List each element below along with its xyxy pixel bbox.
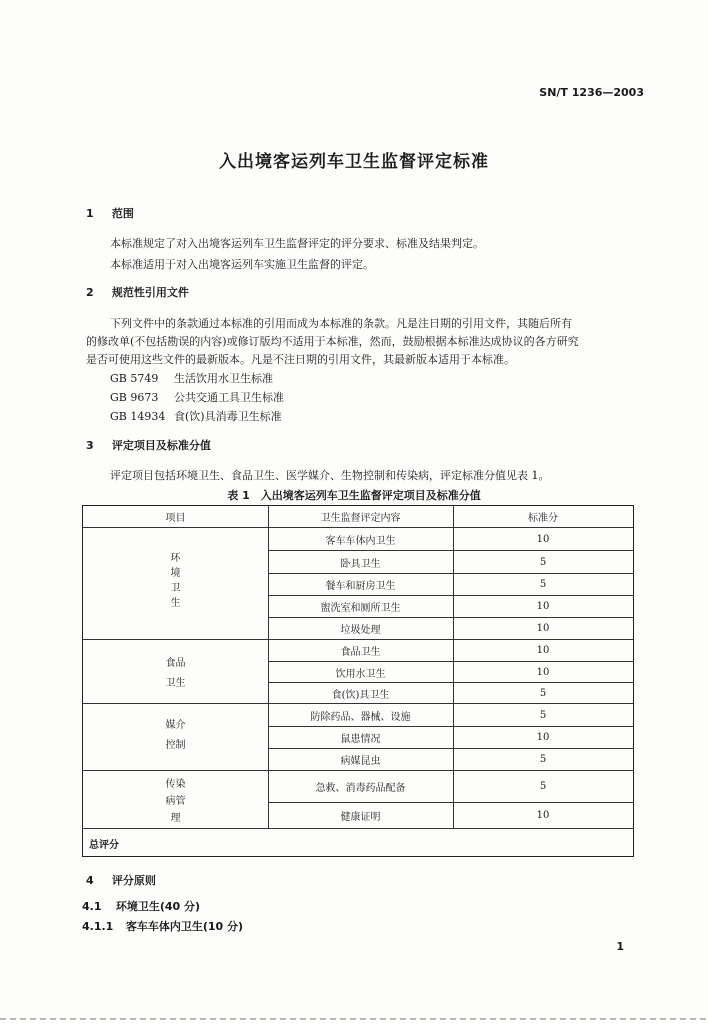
- subsection-4-1-1: [82, 918, 243, 934]
- section-4-title: 评分原则: [111, 874, 156, 887]
- reference-code: GB 5749: [110, 372, 159, 385]
- row-score: 10: [536, 810, 550, 821]
- subsection-4-1-1-number: 4.1.1: [82, 920, 114, 933]
- row-content: 饮用水卫生: [335, 668, 386, 680]
- section-1-heading: [86, 205, 134, 221]
- row-score: 10: [536, 623, 550, 634]
- reference-code: GB 9673: [110, 391, 159, 404]
- row-content: 卧具卫生: [340, 558, 381, 570]
- section-2-heading: [86, 284, 189, 300]
- section-2-title: 规范性引用文件: [111, 286, 189, 299]
- total-score-label: 总评分: [89, 840, 119, 851]
- section-2-line-3: 是否可使用这些文件的最新版本。凡是不注日期的引用文件，其最新版本适用于本标准。: [86, 353, 515, 366]
- row-content: 餐车和厨房卫生: [325, 581, 396, 592]
- section-4-heading: [86, 872, 156, 888]
- page-number: 1: [616, 940, 624, 953]
- row-content: 健康证明: [340, 812, 381, 823]
- row-score: 5: [539, 579, 547, 590]
- row-score: 5: [539, 754, 547, 765]
- section-4-number: 4: [86, 874, 94, 887]
- section-1-para-1: 本标准规定了对入出境客运列车卫生监督评定的评分要求、标准及结果判定。: [110, 237, 484, 250]
- row-score: 10: [536, 601, 550, 612]
- row-content: 盥洗室和厕所卫生: [320, 603, 401, 614]
- section-3-number: 3: [86, 439, 94, 452]
- reference-title: 食(饮)具消毒卫生标准: [174, 410, 282, 423]
- row-content: 鼠患情况: [340, 734, 381, 745]
- row-content: 客车车体内卫生: [325, 535, 396, 547]
- section-3-heading: [86, 437, 211, 453]
- header-content: 卫生监督评定内容: [320, 513, 401, 524]
- category-food: 食品 卫生: [165, 658, 186, 689]
- row-score: 5: [539, 709, 547, 721]
- row-content: 病媒昆虫: [340, 756, 381, 767]
- section-3-title: 评定项目及标准分值: [111, 439, 211, 452]
- table-caption: 表 1 入出境客运列车卫生监督评定项目及标准分值: [227, 489, 481, 502]
- row-content: 防除药品、器械、设施: [310, 711, 411, 723]
- row-content: 食品卫生: [340, 647, 381, 658]
- row-content: 食(饮)具卫生: [331, 689, 390, 701]
- score-table: [82, 505, 634, 857]
- reference-item: [110, 389, 284, 405]
- row-score: 10: [536, 666, 550, 678]
- row-score: 5: [539, 781, 547, 792]
- row-score: 10: [536, 645, 550, 656]
- subsection-4-1-number: 4.1: [82, 900, 102, 913]
- category-vector-control: 媒介 控制: [165, 720, 186, 751]
- reference-item: [110, 370, 273, 386]
- subsection-4-1: [82, 898, 200, 914]
- section-3-para: 评定项目包括环境卫生、食品卫生、医学媒介、生物控制和传染病，评定标准分值见表 1。: [110, 469, 550, 482]
- reference-title: 生活饮用水卫生标准: [174, 372, 273, 385]
- row-score: 5: [539, 556, 547, 568]
- header-item: 项目: [165, 513, 186, 524]
- section-2-line-2: 的修改单(不包括勘误的内容)或修订版均不适用于本标准，然而，鼓励根据本标准达成协议的各方研究: [86, 335, 579, 348]
- row-content: 垃圾处理: [340, 625, 381, 636]
- row-content: 急救、消毒药品配备: [315, 783, 406, 794]
- row-score: 10: [536, 533, 550, 545]
- document-title: 入出境客运列车卫生监督评定标准: [219, 152, 489, 172]
- section-2-line-1: 下列文件中的条款通过本标准的引用而成为本标准的条款。凡是注日期的引用文件，其随后所有: [110, 317, 572, 330]
- scan-edge-artifact: [0, 1018, 708, 1020]
- header-score: 标准分: [528, 513, 558, 524]
- subsection-4-1-1-title: 客车车体内卫生(10 分): [125, 920, 244, 933]
- standard-code: SN/T 1236—2003: [539, 86, 644, 99]
- section-1-para-2: 本标准适用于对入出境客运列车实施卫生监督的评定。: [110, 258, 374, 271]
- reference-code: GB 14934: [110, 410, 166, 423]
- section-1-title: 范围: [111, 207, 134, 220]
- row-score: 10: [536, 732, 550, 743]
- section-2-number: 2: [86, 286, 94, 299]
- category-environment: 环 境 卫 生: [170, 553, 181, 609]
- reference-item: [110, 408, 282, 424]
- reference-title: 公共交通工具卫生标准: [174, 391, 284, 404]
- section-1-number: 1: [86, 207, 94, 220]
- category-infectious-disease: 传染 病管 理: [165, 779, 186, 824]
- row-score: 5: [539, 687, 547, 699]
- table-rule: [83, 828, 633, 829]
- subsection-4-1-title: 环境卫生(40 分): [115, 900, 201, 913]
